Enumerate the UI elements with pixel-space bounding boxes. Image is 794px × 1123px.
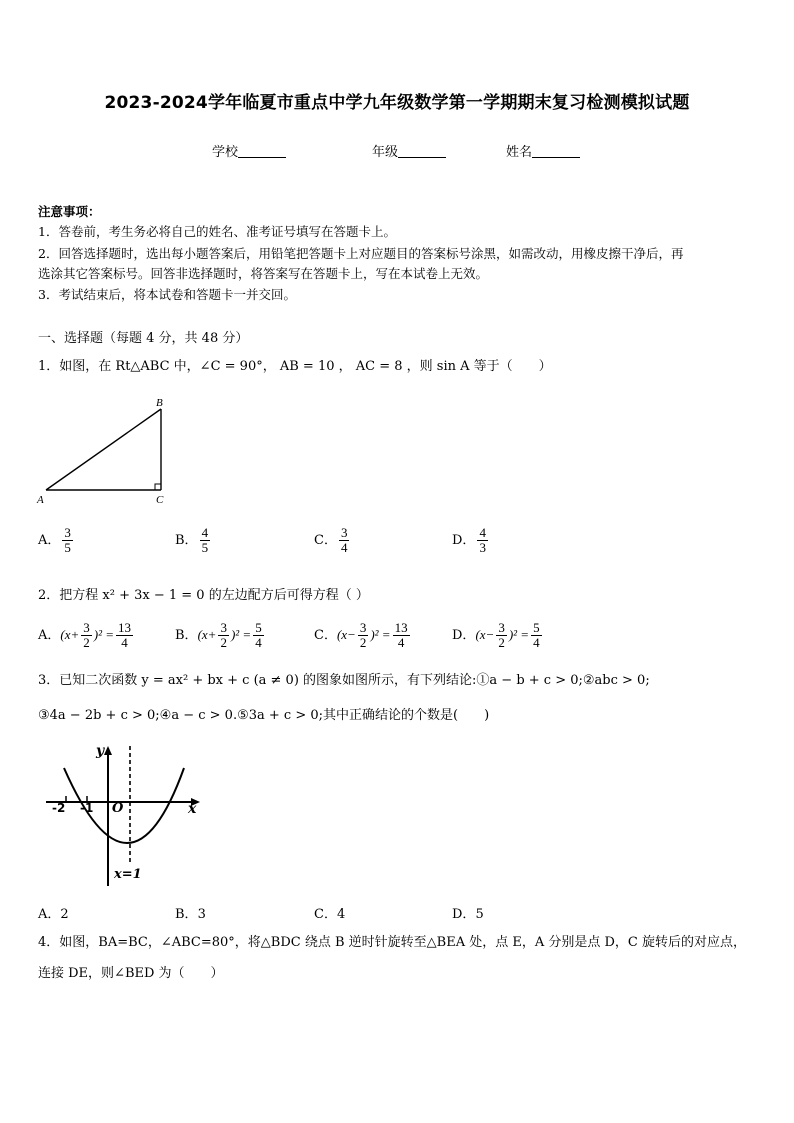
expr-mid: )² = [93, 627, 115, 642]
q1-option-b-letter: B． [175, 533, 198, 548]
expr-mid: )² = [508, 627, 530, 642]
grade-label: 年级 [372, 145, 399, 160]
left-fraction [81, 621, 92, 650]
denominator: 3 [479, 540, 486, 555]
q2-option-a-letter: A． [38, 628, 61, 643]
denominator: 4 [121, 635, 128, 650]
notice-item-2: 2．回答选择题时，选出每小题答案后，用铅笔把答题卡上对应题目的答案标号涂黑，如需改动，用橡皮擦干净后，再 [38, 246, 684, 261]
numerator: 3 [498, 620, 505, 635]
expr-mid: )² = [370, 627, 391, 642]
denominator: 5 [64, 540, 71, 555]
numerator: 3 [64, 525, 71, 540]
denominator: 2 [359, 635, 367, 650]
q3-option-b-letter: B． [175, 907, 198, 922]
numerator: 4 [201, 525, 209, 540]
grade-blank[interactable] [398, 144, 446, 158]
q4-stem-line-1: 4．如图，BA=BC，∠ABC=80°，将△BDC 绕点 B 逆时针旋转至△BEA 处，点 E，A 分别是点 D，C 旋转后的对应点， [38, 935, 747, 950]
denominator: 2 [220, 635, 227, 650]
q3-option-c-letter: C． [314, 907, 337, 922]
q1-option-c-fraction [339, 526, 350, 555]
label-axis-eq: x=1 [114, 867, 142, 882]
label-y: y [96, 743, 105, 759]
right-fraction [116, 621, 133, 650]
q4-stem-line-2: 连接 DE，则∠BED 为（ ） [38, 966, 224, 981]
numerator: 5 [533, 620, 540, 635]
grade-field[interactable] [372, 141, 446, 160]
q3-option-c-value: 4 [336, 907, 346, 922]
q3-option-a-letter: A． [38, 907, 61, 922]
q1-option-a-fraction [62, 526, 73, 555]
expr-open: (x− [475, 627, 495, 642]
expr-open: (x− [336, 627, 356, 642]
expr-mid: )² = [230, 627, 252, 642]
q3-stem-line-2: ③4a − 2b + c > 0;④a − c > 0.⑤3a + c > 0;其中正确结论的个数是( ) [38, 708, 490, 723]
q3-option-d[interactable] [452, 903, 484, 922]
numerator: 13 [118, 620, 132, 635]
q3-option-a[interactable] [38, 903, 69, 922]
school-label: 学校 [212, 145, 239, 160]
left-fraction [358, 621, 369, 650]
side-ab [46, 409, 161, 490]
section-heading: 一、选择题（每题 4 分，共 48 分） [38, 331, 249, 346]
right-fraction [393, 621, 410, 650]
q1-option-d-letter: D． [452, 533, 476, 548]
denominator: 5 [201, 540, 209, 555]
right-fraction [531, 621, 542, 650]
q2-option-d[interactable] [452, 621, 544, 650]
q1-triangle-figure [34, 394, 184, 506]
left-fraction [218, 621, 229, 650]
q3-option-d-value: 5 [475, 907, 484, 922]
numerator: 3 [340, 525, 348, 540]
label-a: A [37, 494, 44, 506]
q2-option-d-letter: D． [452, 628, 476, 643]
school-field[interactable] [212, 141, 286, 160]
numerator: 3 [359, 620, 367, 635]
q2-stem: 2．把方程 x² + 3x − 1 = 0 的左边配方后可得方程（ ） [38, 588, 369, 603]
q3-option-a-value: 2 [60, 907, 69, 922]
q2-option-c-letter: C． [314, 628, 337, 643]
right-angle-mark [155, 484, 161, 490]
numerator: 13 [394, 620, 408, 635]
q1-option-a[interactable] [38, 526, 75, 555]
numerator: 5 [255, 620, 262, 635]
numerator: 3 [220, 620, 227, 635]
q1-option-a-letter: A． [38, 533, 61, 548]
q1-option-c-letter: C． [314, 533, 337, 548]
name-field[interactable] [506, 141, 580, 160]
label-x: x [188, 801, 197, 817]
q3-option-b[interactable] [175, 903, 206, 922]
label-b: B [156, 397, 163, 409]
label-minus-1: -1 [80, 801, 94, 815]
q1-option-b[interactable] [175, 526, 212, 555]
name-blank[interactable] [532, 144, 580, 158]
denominator: 4 [533, 635, 540, 650]
label-c: C [156, 494, 164, 506]
notice-item-1: 1．答卷前，考生务必将自己的姓名、准考证号填写在答题卡上。 [38, 224, 396, 239]
notice-item-2-cont: 选涂其它答案标号。回答非选择题时，将答案写在答题卡上，写在本试卷上无效。 [38, 266, 489, 281]
numerator: 4 [479, 525, 486, 540]
q2-option-a[interactable] [38, 621, 135, 650]
label-origin: O [112, 801, 124, 816]
y-axis-arrow [104, 746, 112, 755]
q1-option-c[interactable] [314, 526, 351, 555]
denominator: 2 [83, 635, 90, 650]
label-minus-2: -2 [52, 801, 66, 815]
q2-option-b-letter: B． [175, 628, 198, 643]
notice-heading: 注意事项： [38, 204, 101, 219]
q2-option-b[interactable] [175, 621, 266, 650]
denominator: 4 [255, 635, 262, 650]
denominator: 2 [498, 635, 505, 650]
denominator: 4 [340, 540, 348, 555]
right-fraction [253, 621, 264, 650]
numerator: 3 [83, 620, 90, 635]
expr-open: (x+ [60, 627, 80, 642]
name-label: 姓名 [506, 145, 533, 160]
expr-open: (x+ [197, 627, 217, 642]
q2-option-c[interactable] [314, 621, 412, 650]
q3-option-d-letter: D． [452, 907, 476, 922]
q1-option-d-fraction [477, 526, 488, 555]
q3-option-b-value: 3 [197, 907, 206, 922]
school-blank[interactable] [238, 144, 286, 158]
notice-item-3: 3．考试结束后，将本试卷和答题卡一并交回。 [38, 287, 296, 302]
q1-option-b-fraction [200, 526, 211, 555]
q1-option-d[interactable] [452, 526, 490, 555]
page-title: 2023-2024学年临夏市重点中学九年级数学第一学期期末复习检测模拟试题 [104, 93, 690, 113]
q3-parabola-figure [40, 738, 210, 890]
q3-stem-line-1: 3．已知二次函数 y = ax² + bx + c (a ≠ 0) 的图象如图所示，有下列结论:①a − b + c > 0;②abc > 0; [38, 673, 650, 688]
denominator: 4 [397, 635, 405, 650]
left-fraction [496, 621, 507, 650]
q3-option-c[interactable] [314, 903, 345, 922]
q1-stem: 1．如图，在 Rt△ABC 中，∠C = 90°， AB = 10 ， AC = 8 ，则 sin A 等于（ ） [38, 359, 552, 374]
